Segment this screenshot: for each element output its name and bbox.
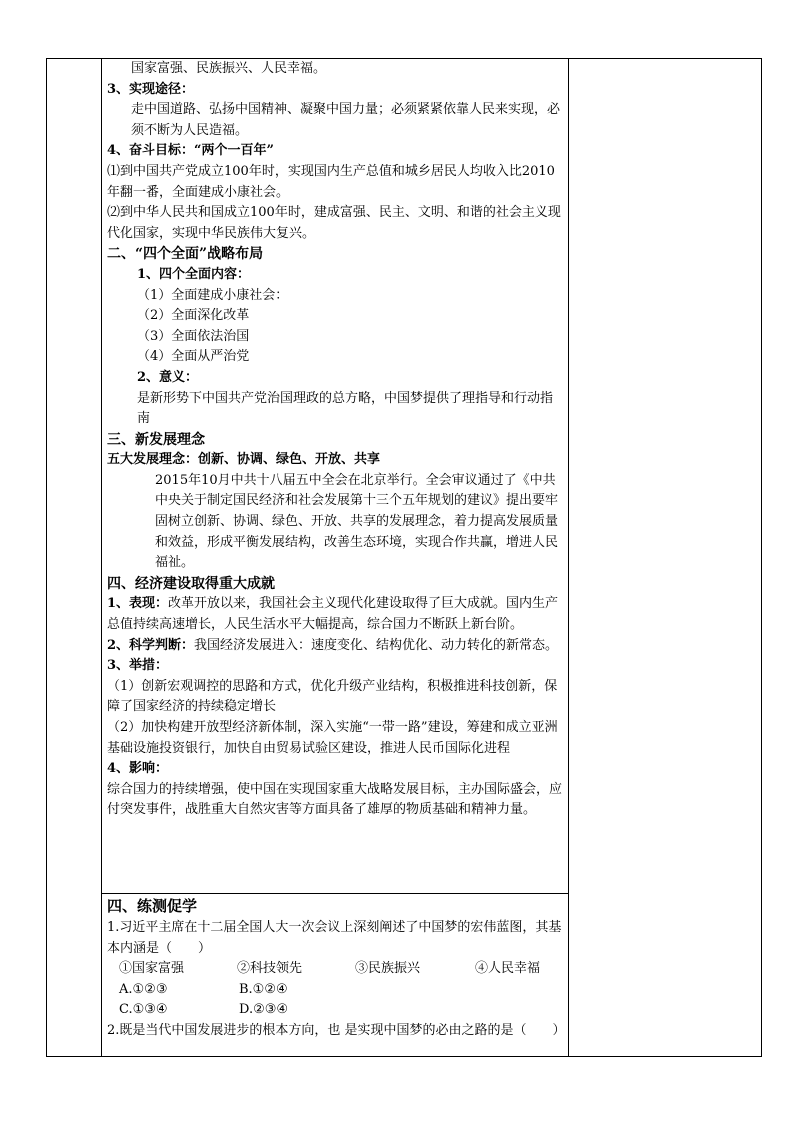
four-item: （3）全面依法治国 [137, 328, 250, 344]
measure-item-2: （2）加快构建开放型经济新体制，深入实施“一带一路”建设，筹建和成立亚洲基础设施投资银行，加快自由贸易试验区建设，推进人民币国际化进程 [107, 720, 558, 756]
practice-cell [102, 894, 569, 1057]
right-margin-cell [569, 59, 762, 1057]
economy-heading: 四、经济建设取得重大成就 [107, 575, 275, 592]
judgement-label: 2、科学判断： [107, 637, 195, 653]
five-concepts-heading: 五大发展理念：创新、协调、绿色、开放、共享 [107, 452, 381, 468]
meaning-heading: 2、意义： [137, 369, 199, 385]
judgement-paragraph [107, 636, 564, 657]
path-text: 走中国道路、弘扬中国精神、凝聚中国力量；必须紧紧依靠人民来实现，必须不断为人民造福。 [131, 102, 561, 138]
four-content-heading: 1、四个全面内容： [137, 266, 251, 282]
q1-item: ③民族振兴 [355, 961, 421, 977]
performance-label: 1、表现： [107, 596, 169, 612]
judgement-text: 我国经济发展进入：速度变化、结构优化、动力转化的新常态。 [194, 637, 559, 653]
meaning-text: 是新形势下中国共产党治国理政的总方略，中国梦提供了理指导和行动指南 [137, 390, 554, 427]
goal-item-2: ⑵到中华人民共和国成立100年时，建成富强、民主、文明、和谐的社会主义现代化国家，实现中华民族伟大复兴。 [107, 205, 561, 241]
impact-heading: 4、影响： [107, 761, 169, 777]
performance-text: 改革开放以来，我国社会主义现代化建设取得了巨大成就。国内生产总值持续高速增长，人民生活水平大幅提高，综合国力不断跃上新台阶。 [107, 596, 559, 633]
choice-c: C.①③④ [119, 1002, 168, 1018]
question-1-items [107, 959, 564, 980]
choice-d: D.②③④ [239, 1002, 289, 1018]
goal-heading: 4、奋斗目标：“两个一百年” [107, 143, 275, 159]
goal-item-1: ⑴到中国共产党成立100年时，实现国内生产总值和城乡居民人均收入比2010年翻一番，全面建成小康社会。 [107, 163, 555, 200]
q1-item: ②科技领先 [237, 961, 303, 977]
goal-continuation: 国家富强、民族振兴、人民幸福。 [131, 61, 327, 76]
question-1-choices-row-2 [107, 1000, 564, 1021]
question-2: 2.既是当代中国发展进步的根本方向，也 是实现中国梦的必由之路的是（ ） [107, 1022, 566, 1038]
question-1: 1.习近平主席在十二届全国人大一次会议上深刻阐述了中国梦的宏伟蓝图，其基本内涵是（ ） [107, 920, 562, 956]
four-comprehensive-heading: 二、“四个全面”战略布局 [107, 246, 264, 263]
impact-text: 综合国力的持续增强，使中国在实现国家重大战略发展目标，主办国际盛会，应付突发事件，战胜重大自然灾害等方面具备了雄厚的物质基础和精神力量。 [107, 781, 563, 818]
four-item: （2）全面深化改革 [137, 308, 250, 324]
notes-content-cell [102, 59, 569, 894]
five-concepts-text: 2015年10月中共十八届五中全会在北京举行。全会审议通过了《中共中央关于制定国民经济和社会发展第十三个五年规划的建议》提出要牢固树立创新、协调、绿色、开放、共享的发展理念，着力提高发展质量和效益，形成平衡发展结构，改善生态环境，实现合作共赢，增进人民福祉。 [155, 472, 559, 571]
left-margin-cell [47, 59, 102, 1057]
four-item: （4）全面从严治党 [137, 349, 250, 365]
path-heading: 3、实现途径： [107, 81, 195, 97]
q1-item: ④人民幸福 [475, 961, 541, 977]
performance-paragraph [107, 594, 564, 635]
measure-item-1: （1）创新宏观调控的思路和方式，优化升级产业结构，积极推进科技创新，保障了国家经济的持续稳定增长 [107, 678, 558, 715]
four-item: （1）全面建成小康社会： [137, 287, 289, 303]
question-1-choices-row-1 [107, 980, 564, 1001]
new-development-heading: 三、新发展理念 [107, 431, 205, 448]
measures-heading: 3、举措： [107, 658, 169, 674]
choice-a: A.①②③ [119, 981, 168, 997]
lesson-plan-table [46, 58, 762, 1057]
choice-b: B.①②④ [239, 981, 288, 997]
practice-heading: 四、练测促学 [107, 897, 198, 915]
q1-item: ①国家富强 [119, 961, 185, 977]
